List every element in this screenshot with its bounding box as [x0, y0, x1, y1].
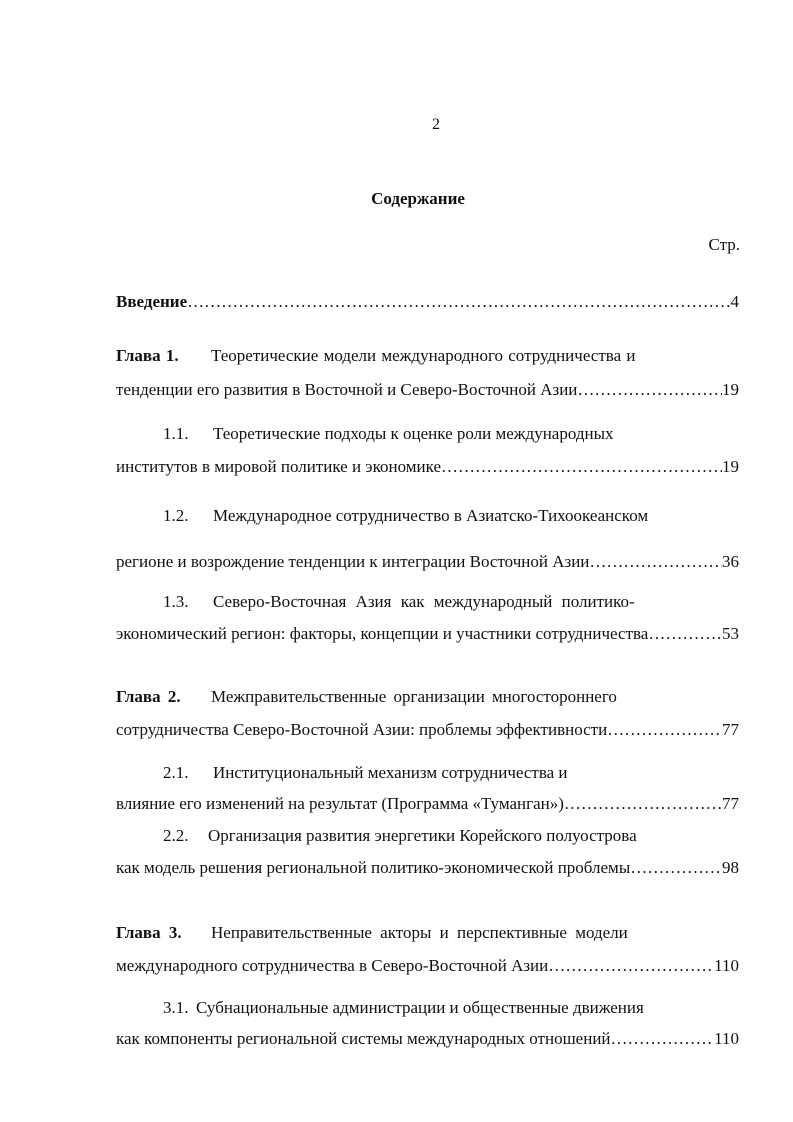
chapter-title: Неправительственные акторы и перспективные модели [211, 923, 628, 942]
page-ref: 4 [730, 292, 739, 311]
toc-entry-chapter [116, 720, 739, 740]
section-number: 1.1. [163, 424, 189, 443]
chapter-title-cont: тенденции его развития в Восточной и Северо-Восточной Азии [116, 380, 578, 399]
leader-dots [548, 956, 714, 976]
chapter-label: Глава 2. [116, 687, 181, 706]
section-heading [163, 998, 644, 1018]
section-heading [163, 424, 614, 444]
section-number: 1.3. [163, 592, 189, 611]
section-title-cont: как модель решения региональной политико-экономической проблемы [116, 858, 631, 877]
page-ref: 53 [722, 624, 739, 643]
toc-entry-intro [116, 292, 739, 312]
leader-dots [564, 794, 722, 814]
page-ref: 77 [722, 720, 739, 739]
chapter-title-cont: сотрудничества Северо-Восточной Азии: проблемы эффективности [116, 720, 608, 739]
section-title-cont: экономический регион: факторы, концепции и участники сотрудничества [116, 624, 649, 643]
page-title: Содержание [371, 189, 465, 208]
toc-entry-section [116, 552, 739, 572]
leader-dots [648, 624, 722, 644]
leader-dots [187, 292, 730, 312]
chapter-title-cont: международного сотрудничества в Северо-Восточной Азии [116, 956, 549, 975]
page-ref: 110 [714, 956, 739, 975]
section-title: Международное сотрудничество в Азиатско-Тихоокеанском [213, 506, 649, 525]
section-heading [163, 763, 568, 783]
leader-dots [589, 552, 722, 572]
chapter-label: Глава 3. [116, 923, 182, 942]
leader-dots [577, 380, 722, 400]
chapter-heading [116, 923, 628, 943]
page-column-label: Стр. [708, 235, 740, 254]
page-ref: 110 [714, 1029, 739, 1048]
page-ref: 19 [722, 380, 739, 399]
section-title-cont: регионе и возрождение тенденции к интеграции Восточной Азии [116, 552, 590, 571]
section-number: 1.2. [163, 506, 189, 525]
page-number: 2 [432, 116, 440, 133]
toc-entry-section [116, 858, 739, 878]
section-title: Организация развития энергетики Корейского полуострова [208, 826, 637, 845]
section-title: Субнациональные администрации и общественные движения [196, 998, 644, 1017]
leader-dots [630, 858, 722, 878]
section-title-cont: институтов в мировой политике и экономике [116, 457, 442, 476]
toc-entry-section [116, 624, 739, 644]
chapter-heading [116, 346, 635, 366]
section-heading [163, 506, 648, 526]
chapter-label: Глава 1. [116, 346, 179, 365]
toc-entry-section [116, 457, 739, 477]
section-title: Институциональный механизм сотрудничества и [213, 763, 568, 782]
leader-dots [611, 1029, 715, 1049]
chapter-title: Межправительственные организации многостороннего [211, 687, 617, 706]
section-title: Северо-Восточная Азия как международный политико- [213, 592, 635, 611]
chapter-heading [116, 687, 617, 707]
section-heading [163, 592, 635, 612]
toc-entry-section [116, 794, 739, 814]
section-title: Теоретические подходы к оценке роли международных [213, 424, 614, 443]
section-heading [163, 826, 637, 846]
section-title-cont: влияние его изменений на результат (Программа «Туманган») [116, 794, 564, 813]
chapter-title: Теоретические модели международного сотрудничества и [211, 346, 636, 365]
leader-dots [441, 457, 722, 477]
page-ref: 36 [722, 552, 739, 571]
section-number: 3.1. [163, 998, 189, 1017]
toc-entry-chapter [116, 956, 739, 976]
toc-entry-chapter [116, 380, 739, 400]
section-number: 2.1. [163, 763, 189, 782]
leader-dots [607, 720, 722, 740]
page-ref: 19 [722, 457, 739, 476]
section-title-cont: как компоненты региональной системы международных отношений [116, 1029, 611, 1048]
page-ref: 98 [722, 858, 739, 877]
intro-label: Введение [116, 292, 188, 311]
page-ref: 77 [722, 794, 739, 813]
section-number: 2.2. [163, 826, 189, 845]
toc-entry-section [116, 1029, 739, 1049]
